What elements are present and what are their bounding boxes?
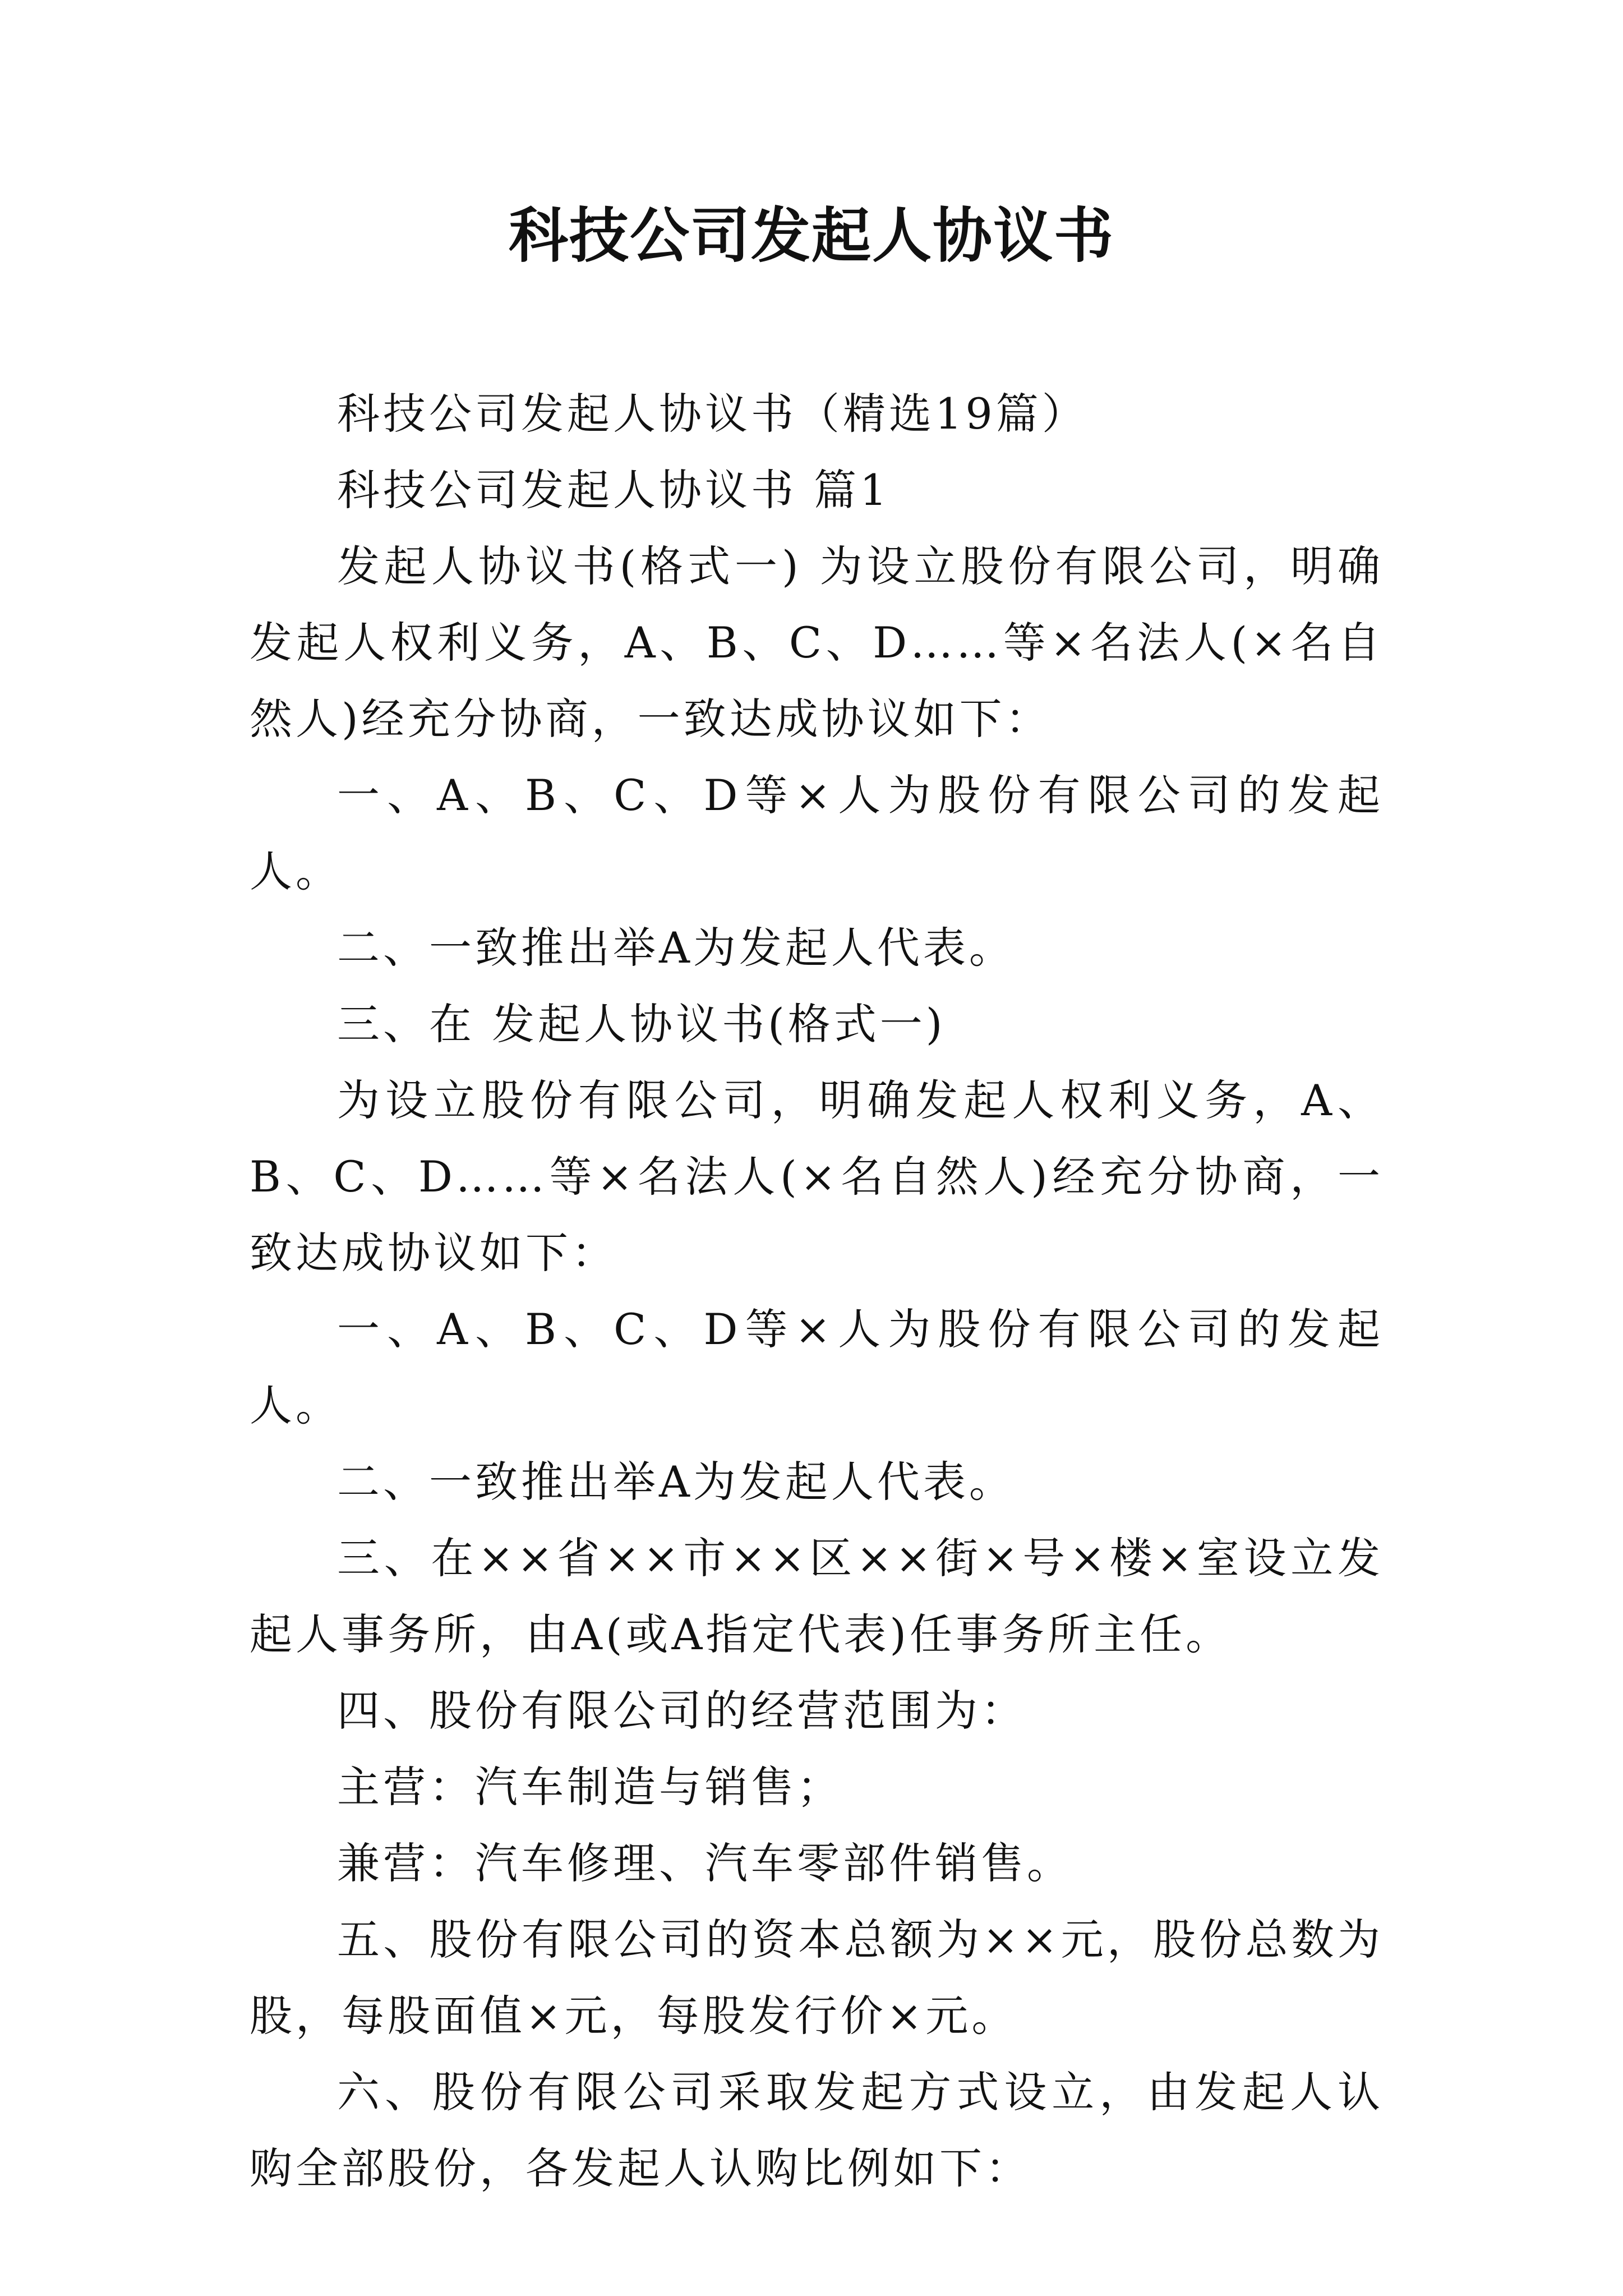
paragraph-subtitle: 科技公司发起人协议书（精选19篇） [337,389,1088,439]
paragraph-clause-3-fragment: 三、在 发起人协议书(格式一) [337,999,946,1049]
paragraph-intro: 发起人协议书(格式一) 为设立股份有限公司，明确发起人权利义务，A、B、C、D……等×名法人(×名自然人)经充分协商，一致达成协议如下： [250,541,1384,744]
paragraph-clause-3: 三、在××省××市××区××街×号×楼×室设立发起人事务所，由A(或A指定代表)任事务所主任。 [250,1533,1384,1659]
paragraph-clause-1-repeat: 一、A、B、C、D等×人为股份有限公司的发起人。 [250,1304,1384,1430]
paragraph-clause-4: 四、股份有限公司的经营范围为： [337,1686,1027,1736]
paragraph-side-business: 兼营：汽车修理、汽车零部件销售。 [337,1838,1073,1888]
paragraph-main-business: 主营：汽车制造与销售； [337,1762,843,1812]
paragraph-clause-2-repeat: 二、一致推出举A为发起人代表。 [337,1457,1015,1507]
paragraph-intro-repeat: 为设立股份有限公司，明确发起人权利义务，A、B、C、D……等×名法人(×名自然人)经充分协商，一致达成协议如下： [250,1075,1384,1278]
paragraph-clause-6: 六、股份有限公司采取发起方式设立，由发起人认购全部股份，各发起人认购比例如下： [250,2067,1384,2193]
paragraph-section-heading: 科技公司发起人协议书 篇1 [337,465,891,515]
document-title: 科技公司发起人协议书 [509,200,1114,270]
paragraph-clause-1: 一、A、B、C、D等×人为股份有限公司的发起人。 [250,770,1384,896]
paragraph-clause-5: 五、股份有限公司的资本总额为××元，股份总数为股，每股面值×元，每股发行价×元。 [250,1915,1384,2041]
document-body [250,376,1384,2207]
paragraph-clause-2: 二、一致推出举A为发起人代表。 [337,923,1015,973]
